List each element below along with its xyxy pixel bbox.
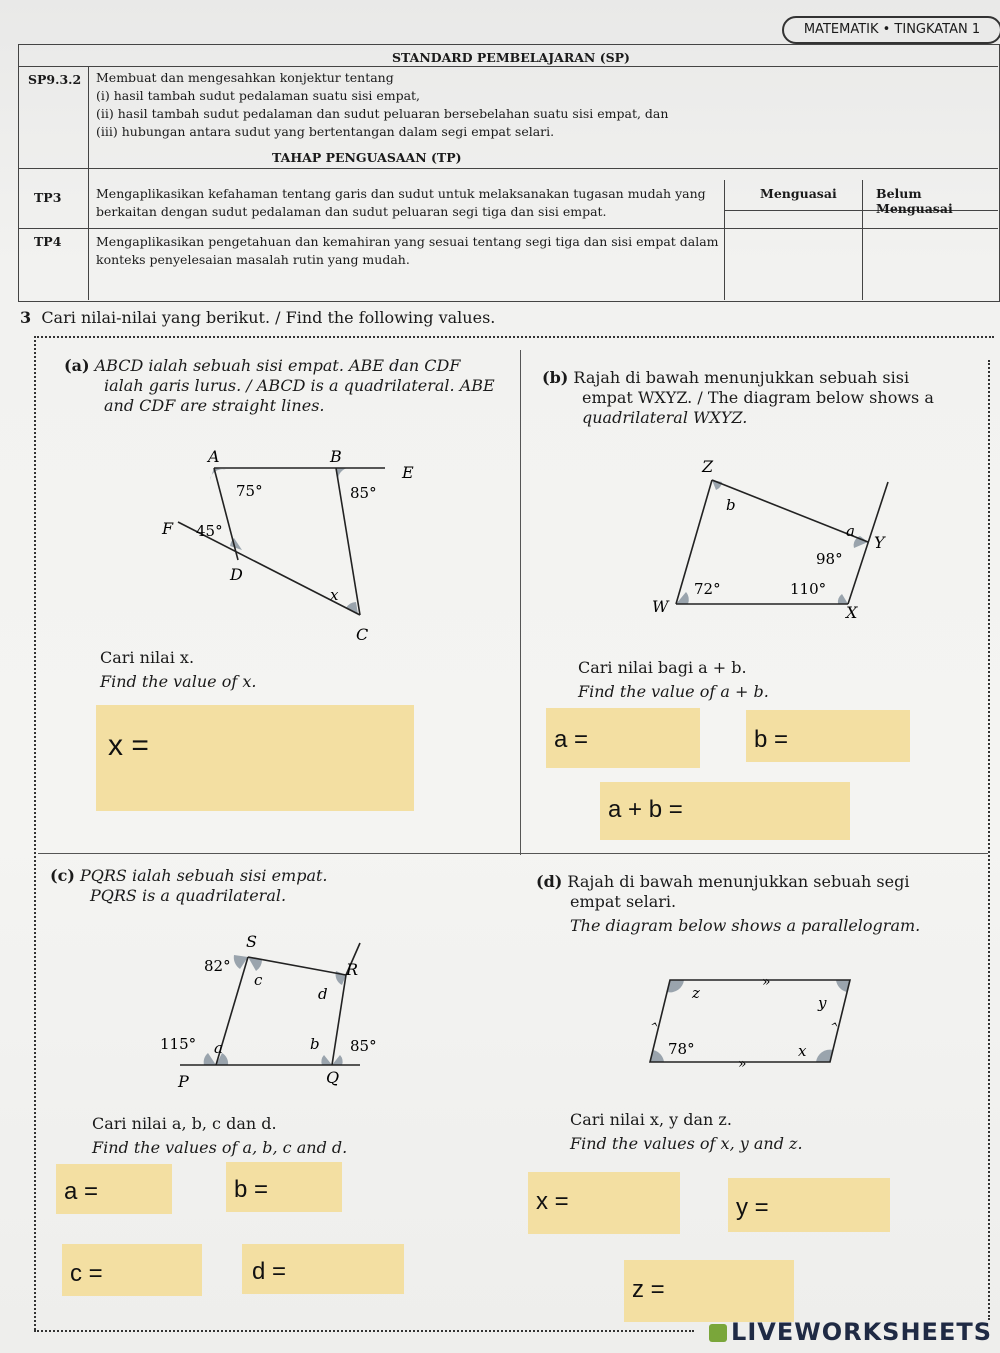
part-a-line-3: and CDF are straight lines. <box>104 396 325 415</box>
fig-a-x: x <box>330 586 339 604</box>
sp-line-2: (i) hasil tambah sudut pedalaman suatu sisi empat, <box>96 88 421 103</box>
answer-d-x-field[interactable] <box>528 1172 680 1234</box>
fig-c-c: c <box>254 971 263 989</box>
tp4-code: TP4 <box>34 234 62 249</box>
answer-x-field[interactable] <box>96 705 414 811</box>
fig-b-angle-w: 72° <box>694 580 721 598</box>
part-b-prompt-en: Find the value of a + b. <box>578 682 769 701</box>
part-b-line-3: quadrilateral WXYZ. <box>582 408 748 427</box>
fig-d-z: z <box>692 984 700 1002</box>
part-c-prompt-en: Find the values of a, b, c and d. <box>92 1138 348 1157</box>
figure-quadrilateral-wxyz <box>640 452 900 627</box>
question-text: Cari nilai-nilai yang berikut. / Find the following values. <box>41 308 496 327</box>
answer-c-b-field[interactable] <box>226 1162 342 1212</box>
fig-c-Q: Q <box>326 1068 340 1087</box>
fig-a-angle-b: 85° <box>350 484 377 502</box>
answer-a-plus-b-label: a + b = <box>608 796 683 823</box>
part-a-text <box>64 356 514 416</box>
logo-icon <box>709 1324 727 1342</box>
answer-c-a-label: a = <box>64 1178 99 1205</box>
subject-badge: MATEMATIK • TINGKATAN 1 <box>782 16 1000 44</box>
question-number: 3 <box>20 308 32 327</box>
fig-a-angle-a: 75° <box>236 482 263 500</box>
part-b-label: (b) <box>542 368 569 387</box>
tp3-line-1: Mengaplikasikan kefahaman tentang garis dan sudut untuk melaksanakan tugasan mudah yang <box>96 186 706 201</box>
part-d-prompt-ms: Cari nilai x, y dan z. <box>570 1110 732 1129</box>
part-c-text <box>50 866 490 906</box>
fig-c-P: P <box>178 1072 189 1091</box>
fig-b-Y: Y <box>874 533 885 552</box>
part-b-line-1: Rajah di bawah menunjukkan sebuah sisi <box>573 368 910 387</box>
part-c-line-1: PQRS ialah sebuah sisi empat. <box>79 866 328 885</box>
answer-c-a-field[interactable] <box>56 1164 172 1214</box>
fig-d-angle: 78° <box>668 1040 695 1058</box>
fig-d-arrow-bottom: » <box>738 1056 747 1072</box>
fig-a-B: B <box>330 447 342 466</box>
tp4-line-1: Mengaplikasikan pengetahuan dan kemahiran yang sesuai tentang segi tiga dan sisi empat dalam <box>96 234 719 249</box>
part-b-line-2: empat WXYZ. / The diagram below shows a <box>582 388 934 407</box>
part-b-text <box>542 368 982 428</box>
answer-b-field[interactable] <box>746 710 910 762</box>
part-d-line-2: empat selari. <box>570 892 677 911</box>
tp3-line-2: berkaitan dengan sudut pedalaman dan sudut peluaran segi tiga dan sisi empat. <box>96 204 607 219</box>
fig-b-b: b <box>726 496 736 514</box>
answer-d-x-label: x = <box>536 1188 569 1215</box>
part-b-prompt-ms: Cari nilai bagi a + b. <box>578 658 747 677</box>
sp-code: SP9.3.2 <box>28 72 82 87</box>
fig-a-E: E <box>402 463 414 482</box>
fig-b-Z: Z <box>702 457 714 476</box>
fig-a-C: C <box>356 625 369 644</box>
fig-d-y: y <box>818 994 827 1012</box>
fig-b-angle-y: 98° <box>816 550 843 568</box>
part-a-line-1: ABCD ialah sebuah sisi empat. ABE dan CDF <box>94 356 461 375</box>
fig-a-F: F <box>162 519 174 538</box>
fig-b-angle-x: 110° <box>790 580 827 598</box>
fig-d-arrow-right: › <box>826 1019 844 1030</box>
fig-c-R: R <box>346 960 359 979</box>
figure-parallelogram <box>640 968 870 1078</box>
fig-d-x: x <box>798 1042 807 1060</box>
figure-quadrilateral-abcd <box>150 440 430 650</box>
logo-text: LIVEWORKSHEETS <box>731 1318 992 1346</box>
answer-c-d-field[interactable] <box>242 1244 404 1294</box>
figure-quadrilateral-pqrs <box>150 925 390 1095</box>
fig-c-angle-q: 85° <box>350 1037 377 1055</box>
answer-c-b-label: b = <box>234 1176 269 1203</box>
part-d-line-3: The diagram below shows a parallelogram. <box>570 916 921 935</box>
tp-title: TAHAP PENGUASAAN (TP) <box>272 150 462 165</box>
answer-a-field[interactable] <box>546 708 700 768</box>
answer-d-y-field[interactable] <box>728 1178 890 1232</box>
liveworksheets-logo[interactable] <box>709 1318 992 1346</box>
answer-c-c-label: c = <box>70 1260 103 1287</box>
fig-b-a: a <box>846 522 855 540</box>
fig-c-b: b <box>310 1035 320 1053</box>
part-a-prompt-ms: Cari nilai x. <box>100 648 195 667</box>
part-d-prompt-en: Find the values of x, y and z. <box>570 1134 803 1153</box>
question-stem <box>20 308 495 328</box>
answer-d-z-field[interactable] <box>624 1260 794 1322</box>
fig-b-W: W <box>652 597 669 616</box>
answer-b-label: b = <box>754 726 789 753</box>
sp-title: STANDARD PEMBELAJARAN (SP) <box>392 50 630 65</box>
part-a-prompt-en: Find the value of x. <box>100 672 257 691</box>
fig-c-a: a <box>214 1039 223 1057</box>
fig-a-D: D <box>230 565 243 584</box>
part-a-line-2: ialah garis lurus. / ABCD is a quadrilateral. ABE <box>104 376 495 395</box>
answer-d-y-label: y = <box>736 1194 769 1221</box>
fig-c-angle-s: 82° <box>204 957 231 975</box>
sp-line-3: (ii) hasil tambah sudut pedalaman dan sudut peluaran bersebelahan suatu sisi empat, dan <box>96 106 669 121</box>
tp3-code: TP3 <box>34 190 62 205</box>
fig-a-A: A <box>208 447 220 466</box>
fig-d-arrow-top: » <box>762 974 771 990</box>
part-d-text <box>536 872 976 936</box>
fig-b-X: X <box>846 603 858 622</box>
part-d-label: (d) <box>536 872 563 891</box>
answer-x-label: x = <box>108 729 149 762</box>
answer-c-c-field[interactable] <box>62 1244 202 1296</box>
fig-c-S: S <box>246 932 257 951</box>
tp4-line-2: konteks penyelesaian masalah rutin yang mudah. <box>96 252 410 267</box>
sp-line-4: (iii) hubungan antara sudut yang bertentangan dalam segi empat selari. <box>96 124 555 139</box>
col-mastered: Menguasai <box>760 186 837 201</box>
part-c-label: (c) <box>50 866 75 885</box>
fig-d-arrow-left: › <box>646 1019 664 1030</box>
fig-c-d: d <box>318 985 328 1003</box>
answer-d-z-label: z = <box>632 1276 665 1303</box>
part-a-label: (a) <box>64 356 90 375</box>
answer-c-d-label: d = <box>252 1258 287 1285</box>
answer-a-label: a = <box>554 726 589 753</box>
fig-a-angle-f: 45° <box>196 522 223 540</box>
sp-line-1: Membuat dan mengesahkan konjektur tentang <box>96 70 394 85</box>
part-d-line-1: Rajah di bawah menunjukkan sebuah segi <box>567 872 910 891</box>
part-c-prompt-ms: Cari nilai a, b, c dan d. <box>92 1114 277 1133</box>
part-c-line-2: PQRS is a quadrilateral. <box>90 886 287 905</box>
answer-a-plus-b-field[interactable] <box>600 782 850 840</box>
col-not-mastered: Belum Menguasai <box>876 186 953 216</box>
fig-c-angle-p: 115° <box>160 1035 197 1053</box>
